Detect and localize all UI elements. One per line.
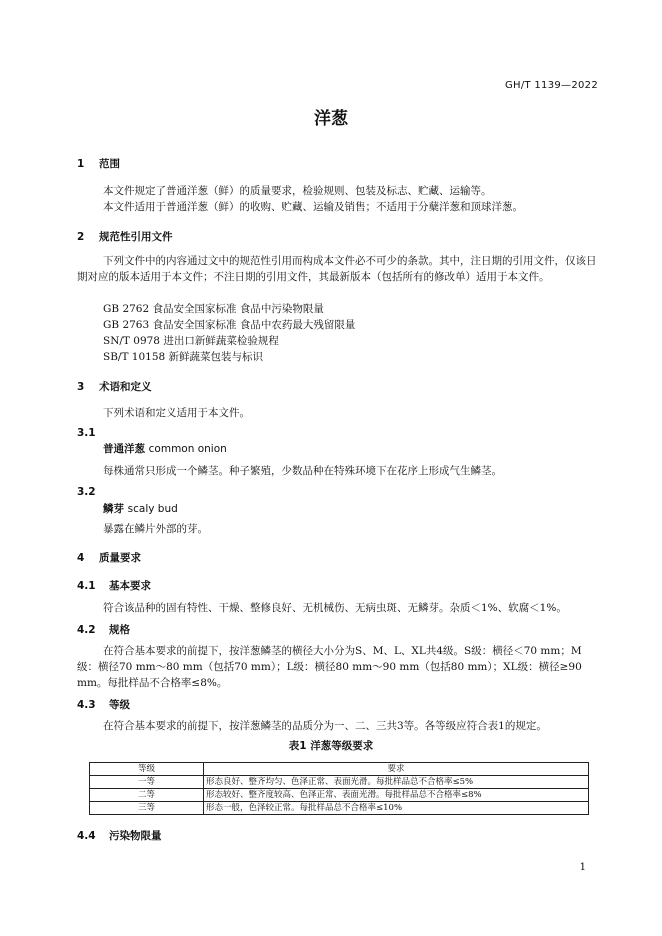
requirement-cell: 形态较好、整齐度较高、色泽正常、表面光滑。每批样品总不合格率≤8% — [204, 789, 589, 802]
section-3-heading: 3 术语和定义 — [77, 381, 152, 393]
term-3-2-definition: 暴露在鳞片外部的芽。 — [103, 523, 208, 535]
grade-cell: 三等 — [90, 802, 204, 815]
section-4-1-para: 符合该品种的固有特性、干燥、整修良好、无机械伤、无病虫斑、无鳞芽。杂质＜1%、软腐＜1%。 — [103, 602, 567, 614]
document-title: 洋葱 — [314, 109, 348, 129]
standard-number: GH/T 1139—2022 — [504, 80, 598, 91]
section-4-2-para: 在符合基本要求的前提下，按洋葱鳞茎的横径大小分为S、M、L、XL共4级。S级：横径＜70 mm；M级：横径70 mm～80 mm（包括70 mm）；L级：横径80 mm～90 mm（包括80 mm）；XL级：横径≥90 mm。每批样品不合格率≤8%。 — [77, 645, 582, 689]
section-4-2-heading: 4.2 规格 — [77, 624, 130, 636]
reference-item: SB/T 10158 新鲜蔬菜包装与标识 — [103, 351, 264, 363]
section-4-3-heading: 4.3 等级 — [77, 699, 130, 711]
term-3-1-number: 3.1 — [77, 427, 96, 439]
section-3-para-1: 下列术语和定义适用于本文件。 — [103, 407, 250, 419]
reference-item: GB 2763 食品安全国家标准 食品中农药最大残留限量 — [103, 319, 356, 331]
section-1-heading: 1 范围 — [77, 158, 120, 170]
table-header-row — [90, 763, 589, 776]
grade-cell: 二等 — [90, 789, 204, 802]
term-3-2: 鳞芽 scaly bud — [103, 503, 178, 515]
table-row — [90, 776, 589, 789]
grade-cell: 一等 — [90, 776, 204, 789]
table-header-cell: 要求 — [204, 763, 589, 776]
requirement-cell: 形态一般，色泽较正常。每批样品总不合格率≤10% — [204, 802, 589, 815]
table-header-cell: 等级 — [90, 763, 204, 776]
section-4-3-para: 在符合基本要求的前提下，按洋葱鳞茎的品质分为一、二、三共3等。各等级应符合表1的规定。 — [103, 720, 547, 732]
section-2-heading: 2 规范性引用文件 — [77, 231, 173, 243]
section-4-4-heading: 4.4 污染物限量 — [77, 830, 162, 842]
table-row — [90, 802, 589, 815]
section-1-para-2: 本文件适用于普通洋葱（鲜）的收购、贮藏、运输及销售；不适用于分蘖洋葱和顶球洋葱。 — [103, 201, 523, 213]
table-1-caption: 表1 洋葱等级要求 — [288, 740, 374, 752]
term-3-2-number: 3.2 — [77, 486, 96, 498]
table-row — [90, 789, 589, 802]
section-4-1-heading: 4.1 基本要求 — [77, 580, 151, 592]
reference-item: SN/T 0978 进出口新鲜蔬菜检验规程 — [103, 335, 279, 347]
term-3-1-definition: 每株通常只形成一个鳞茎。种子繁殖，少数品种在特殊环境下在花序上形成气生鳞茎。 — [103, 465, 502, 477]
grade-requirements-table — [89, 762, 589, 815]
section-1-para-1: 本文件规定了普通洋葱（鲜）的质量要求，检验规则、包装及标志、贮藏、运输等。 — [103, 185, 492, 197]
term-3-1: 普通洋葱 common onion — [103, 443, 227, 455]
reference-item: GB 2762 食品安全国家标准 食品中污染物限量 — [103, 303, 324, 315]
requirement-cell: 形态良好、整齐均匀、色泽正常、表面光滑。每批样品总不合格率≤5% — [204, 776, 589, 789]
section-4-heading: 4 质量要求 — [77, 552, 141, 564]
section-2-para-1: 下列文件中的内容通过文中的规范性引用而构成本文件必不可少的条款。其中，注日期的引用文件，仅该日期对应的版本适用于本文件；不注日期的引用文件，其最新版本（包括所有的修改单）适用于本文件。 — [77, 255, 597, 283]
page-number: 1 — [579, 862, 586, 873]
